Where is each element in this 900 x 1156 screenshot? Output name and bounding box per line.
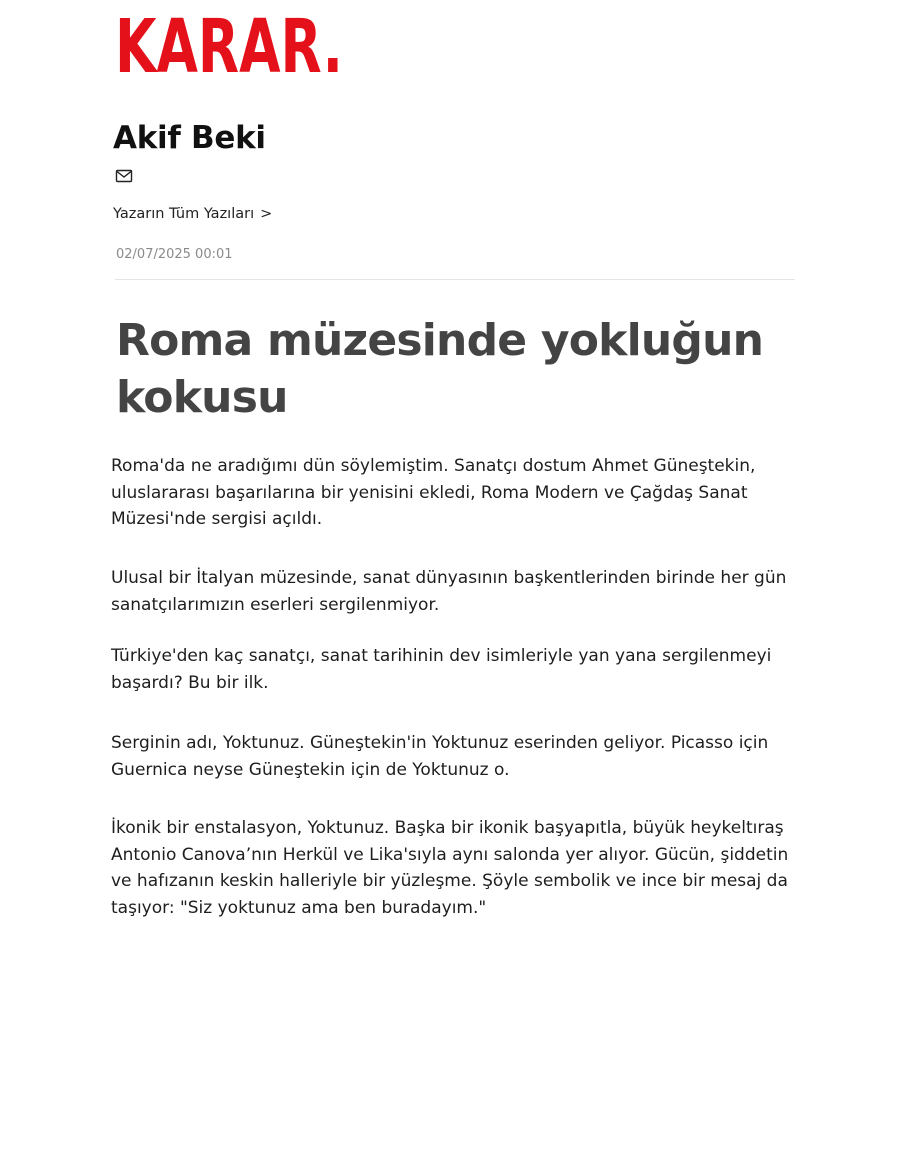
article-title: Roma müzesinde yokluğun kokusu	[116, 315, 764, 423]
article-paragraph: Roma'da ne aradığımı dün söylemiştim. Sanatçı dostum Ahmet Güneştekin, uluslararası başarılarına bir yenisini ekledi, Roma Modern ve Çağdaş Sanat Müzesi'nde sergisi açıldı.	[111, 456, 756, 529]
article-paragraph: Serginin adı, Yoktunuz. Güneştekin'in Yoktunuz eserinden geliyor. Picasso için Guernica neyse Güneştekin için de Yoktunuz o.	[111, 733, 769, 780]
divider	[115, 279, 795, 280]
publish-date: 02/07/2025 00:01	[116, 247, 233, 262]
mail-icon[interactable]	[115, 169, 133, 183]
karar-logo-mark	[115, 4, 351, 90]
svg-text:KARAR.: KARAR.	[115, 4, 343, 90]
chevron-right-icon: >	[260, 206, 273, 222]
article-paragraph: Ulusal bir İtalyan müzesinde, sanat dünyasının başkentlerinden birinde her gün sanatçılarımızın eserleri sergilenmiyor.	[111, 568, 787, 615]
author-name[interactable]: Akif Beki	[113, 120, 266, 156]
article-paragraph: İkonik bir enstalasyon, Yoktunuz. Başka bir ikonik başyapıtla, büyük heykeltıraş Antonio Canova’nın Herkül ve Lika'sıyla aynı salonda yer alıyor. Gücün, şiddetin ve hafızanın keskin halleriyle bir yüzleşme. Şöyle sembolik ve ince bir mesaj da taşıyor: "Siz yoktunuz ama ben buradayım."	[111, 818, 789, 918]
author-all-posts-link[interactable]	[113, 204, 272, 224]
article-paragraph: Türkiye'den kaç sanatçı, sanat tarihinin dev isimleriyle yan yana sergilenmeyi başardı? Bu bir ilk.	[111, 646, 772, 693]
all-posts-label: Yazarın Tüm Yazıları	[113, 206, 255, 222]
karar-logo[interactable]	[115, 4, 351, 90]
